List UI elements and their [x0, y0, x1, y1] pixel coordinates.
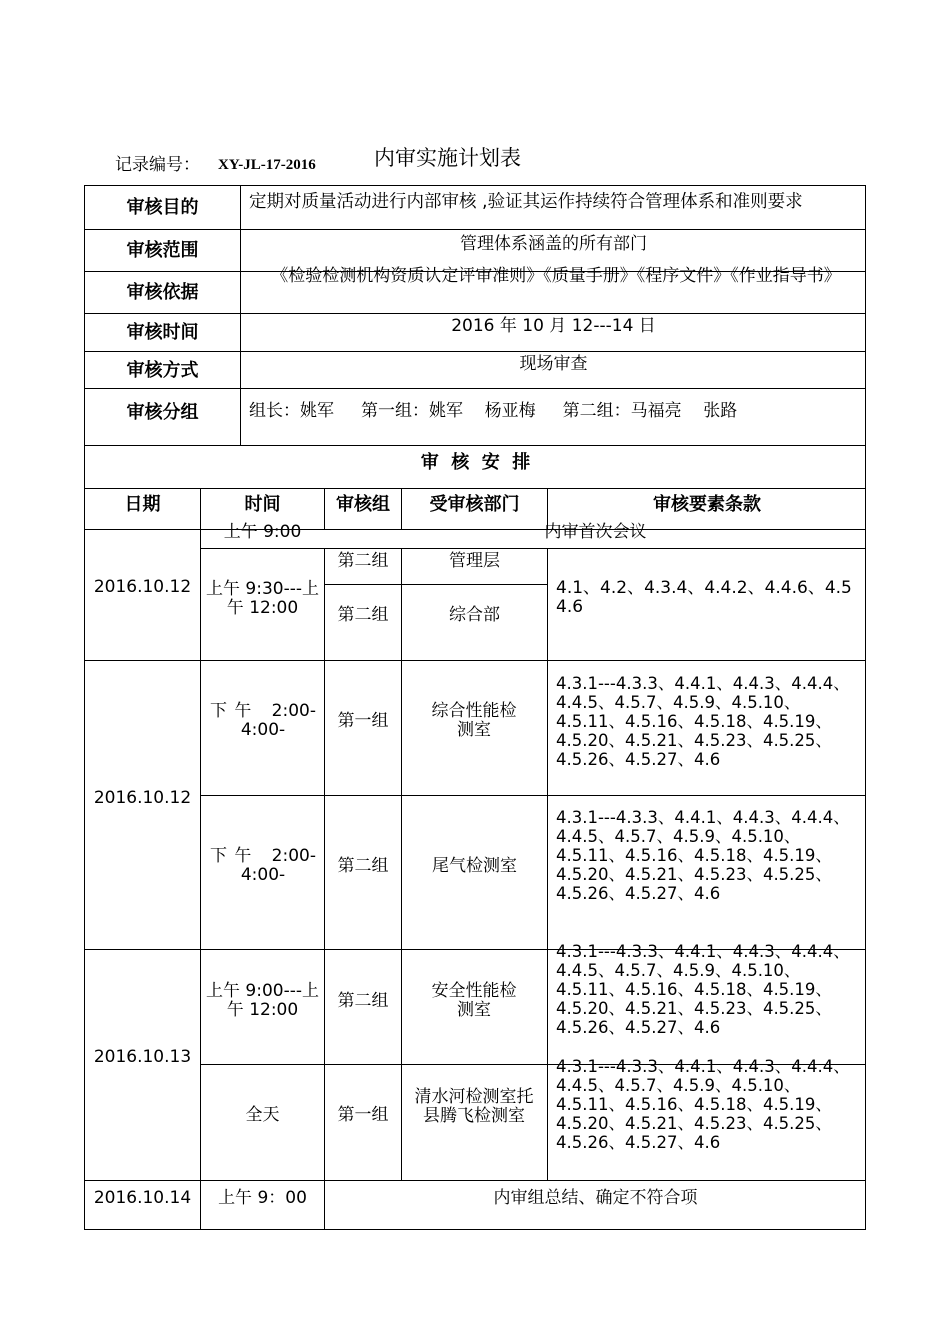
dept-cell: 尾气检测室	[432, 855, 517, 876]
date-cell: 2016.10.12	[93, 577, 192, 597]
clauses-cell: 4.3.1---4.3.3、4.4.1、4.4.3、4.4.4、4.4.5、4.5.7、4.5.9、4.5.10、4.5.11、4.5.16、4.5.18、4.5.19、4.5.20、4.5.21、4.5.23、4.5.25、4.5.26、4.5.27、4.6	[556, 1057, 850, 1152]
time-label: 审核时间	[126, 322, 199, 343]
group-cell: 第二组	[337, 551, 389, 571]
page-title: 内审实施计划表	[374, 146, 521, 170]
col-dept: 受审核部门	[429, 493, 520, 515]
clauses-cell: 4.1、4.2、4.3.4、4.4.2、4.4.6、4.5 4.6	[556, 578, 852, 617]
method-label: 审核方式	[126, 359, 199, 381]
group-value: 组长：姚军 第一组：姚军 杨亚梅 第二组：马福亮 张路	[249, 401, 738, 421]
time-cell: 下午 2:00-4:00-	[210, 701, 316, 740]
clauses-cell: 4.3.1---4.3.3、4.4.1、4.4.3、4.4.4、4.4.5、4.5.7、4.5.9、4.5.10、4.5.11、4.5.16、4.5.18、4.5.19、4.5.20、4.5.21、4.5.23、4.5.25、4.5.26、4.5.27、4.6	[556, 942, 850, 1037]
schedule-title: 审 核 安 排	[420, 452, 531, 473]
group-label: 审核分组	[126, 401, 199, 423]
time-cell: 上午 9:30---上午 12:00	[206, 579, 319, 618]
dept-cell: 安全性能检测室	[431, 981, 517, 1020]
col-clauses: 审核要素条款	[653, 493, 761, 515]
col-date: 日期	[124, 493, 161, 515]
time-cell: 上午 9:00---上午 12:00	[206, 981, 319, 1020]
record-number: XY-JL-17-2016	[218, 157, 316, 173]
date-cell: 2016.10.14	[93, 1188, 192, 1208]
date-cell: 2016.10.13	[93, 1047, 192, 1067]
group-cell: 第一组	[337, 1104, 389, 1125]
opening-event: 内审首次会议	[544, 522, 647, 542]
time-value: 2016 年 10 月 12---14 日	[451, 316, 656, 336]
basis-label: 审核依据	[126, 282, 199, 303]
dept-cell: 清水河检测室托县腾飞检测室	[414, 1087, 534, 1126]
group-cell: 第二组	[337, 990, 389, 1011]
group-cell: 第二组	[337, 855, 389, 876]
time-cell: 上午 9：00	[218, 1188, 307, 1208]
closing-event: 内审组总结、确定不符合项	[493, 1188, 698, 1208]
purpose-label: 审核目的	[126, 197, 199, 218]
scope-label: 审核范围	[126, 240, 199, 261]
date-cell: 2016.10.12	[93, 788, 192, 808]
clauses-cell: 4.3.1---4.3.3、4.4.1、4.4.3、4.4.4、4.4.5、4.5.7、4.5.9、4.5.10、4.5.11、4.5.16、4.5.18、4.5.19、4.5.20、4.5.21、4.5.23、4.5.25、4.5.26、4.5.27、4.6	[556, 808, 850, 903]
group-cell: 第二组	[337, 604, 389, 625]
dept-cell: 管理层	[449, 551, 500, 571]
col-group: 审核组	[336, 493, 390, 515]
time-cell: 下午 2:00-4:00-	[210, 846, 316, 885]
record-number-label: 记录编号：	[115, 155, 200, 175]
basis-value: 《检验检测机构资质认定评审准则》《质量手册》《程序文件》《作业指导书》	[271, 266, 841, 286]
dept-cell: 综合性能检测室	[431, 701, 517, 740]
dept-cell: 综合部	[449, 604, 500, 625]
clauses-cell: 4.3.1---4.3.3、4.4.1、4.4.3、4.4.4、4.4.5、4.5.7、4.5.9、4.5.10、4.5.11、4.5.16、4.5.18、4.5.19、4.5.20、4.5.21、4.5.23、4.5.25、4.5.26、4.5.27、4.6	[556, 674, 850, 769]
purpose-value: 定期对质量活动进行内部审核 ,验证其运作持续符合管理体系和准则要求	[249, 192, 803, 212]
opening-time: 上午 9:00	[223, 522, 302, 542]
scope-value: 管理体系涵盖的所有部门	[460, 234, 647, 254]
time-cell: 全天	[245, 1104, 280, 1125]
method-value: 现场审查	[519, 354, 588, 374]
col-time: 时间	[244, 493, 281, 515]
group-cell: 第一组	[337, 710, 389, 731]
